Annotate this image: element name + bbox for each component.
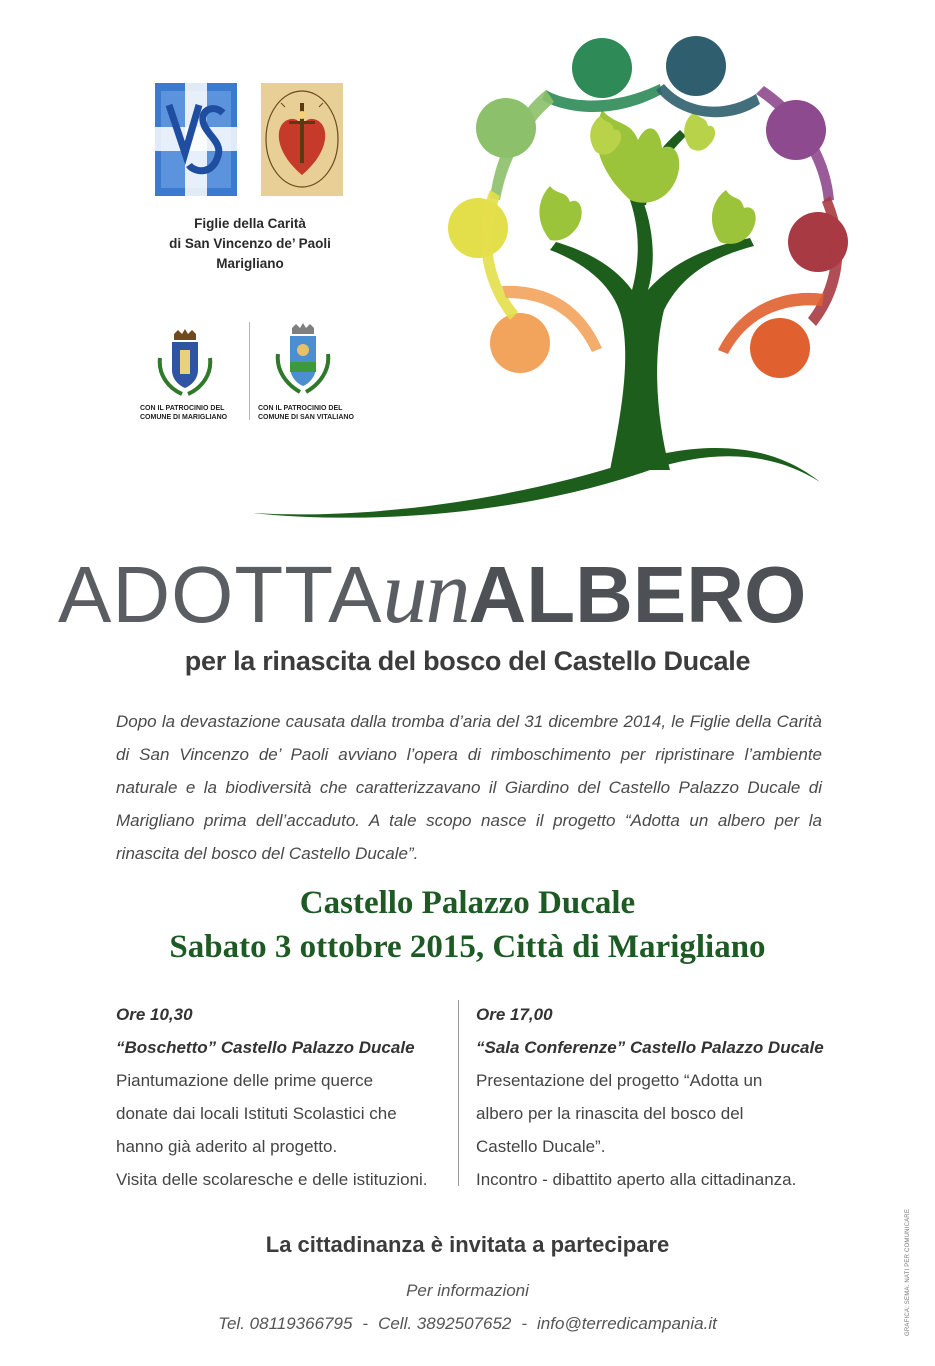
title-un: un bbox=[382, 543, 469, 642]
graphic-credit: GRAFICA: SEMA. NATI PER COMUNICARE bbox=[905, 1208, 911, 1336]
patronage-2-line-2: COMUNE DI SAN VITALIANO bbox=[258, 414, 354, 421]
morning-line-4: Visita delle scolaresche e delle istituzioni. bbox=[116, 1170, 428, 1189]
patronage-2-line-1: CON IL PATROCINIO DEL bbox=[258, 405, 343, 412]
afternoon-line-1: Presentazione del progetto “Adotta un bbox=[476, 1071, 763, 1090]
contact-email: info@terredicampania.it bbox=[537, 1314, 717, 1333]
vs-logo bbox=[155, 83, 237, 196]
org-name-line-3: Marigliano bbox=[216, 256, 284, 271]
afternoon-line-3: Castello Ducale”. bbox=[476, 1137, 606, 1156]
afternoon-line-4: Incontro - dibattito aperto alla cittadinanza. bbox=[476, 1170, 797, 1189]
org-name-line-2: di San Vincenzo de’ Paoli bbox=[169, 236, 331, 251]
morning-line-3: hanno già aderito al progetto. bbox=[116, 1137, 338, 1156]
phone-number: Tel. 08119366795 bbox=[218, 1314, 353, 1333]
tree-of-people-illustration bbox=[250, 30, 890, 530]
event-date: Sabato 3 ottobre 2015, Città di Marigliano bbox=[169, 929, 766, 965]
marigliano-crest-icon bbox=[152, 328, 218, 398]
crest-marigliano bbox=[140, 328, 230, 422]
patronage-1-line-2: COMUNE DI MARIGLIANO bbox=[140, 414, 228, 421]
program-morning bbox=[116, 998, 466, 1196]
cell-number: Cell. 3892507652 bbox=[378, 1314, 512, 1333]
contact-separator: - bbox=[521, 1314, 528, 1333]
morning-place: “Boschetto” Castello Palazzo Ducale bbox=[116, 1038, 415, 1057]
venue-name: Castello Palazzo Ducale bbox=[299, 885, 636, 921]
tree-icon bbox=[250, 30, 890, 530]
contact-separator: - bbox=[362, 1314, 369, 1333]
intro-paragraph: Dopo la devastazione causata dalla tromba d’aria del 31 dicembre 2014, le Figlie della Carità di San Vincenzo de’ Paoli avviano l’opera di rimboschimento per ripristinare l’ambiente naturale e la biodiversità che caratterizzavano il Giardino del Castello Palazzo Ducale di Marigliano prima dell’accaduto. A tale scopo nasce il progetto “Adotta un albero per la rinascita del bosco del Castello Ducale”. bbox=[116, 712, 822, 863]
info-label: Per informazioni bbox=[406, 1281, 529, 1300]
program-afternoon bbox=[476, 998, 826, 1196]
poster-title bbox=[58, 543, 888, 642]
patronage-1-line-1: CON IL PATROCINIO DEL bbox=[140, 405, 225, 412]
title-albero: ALBERO bbox=[468, 550, 807, 639]
morning-time: Ore 10,30 bbox=[116, 1005, 193, 1024]
poster-subtitle: per la rinascita del bosco del Castello Ducale bbox=[184, 646, 751, 676]
contacts-line bbox=[0, 1314, 935, 1334]
morning-line-2: donate dai locali Istituti Scolastici che bbox=[116, 1104, 397, 1123]
afternoon-line-2: albero per la rinascita del bosco del bbox=[476, 1104, 744, 1123]
title-adotta: ADOTTA bbox=[58, 550, 383, 639]
afternoon-place: “Sala Conferenze” Castello Palazzo Ducale bbox=[476, 1038, 824, 1057]
org-name-line-1: Figlie della Carità bbox=[194, 216, 306, 231]
morning-line-1: Piantumazione delle prime querce bbox=[116, 1071, 374, 1090]
afternoon-time: Ore 17,00 bbox=[476, 1005, 553, 1024]
invitation-text: La cittadinanza è invitata a partecipare bbox=[265, 1232, 670, 1257]
program-divider bbox=[458, 1000, 459, 1186]
